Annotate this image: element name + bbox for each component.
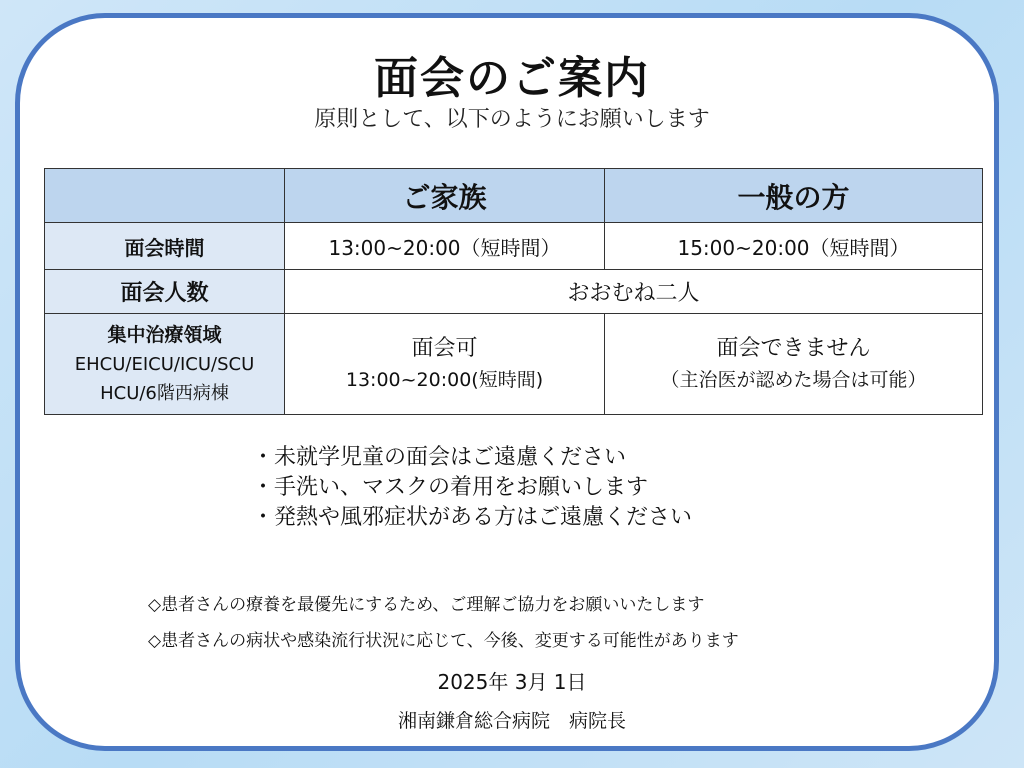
- note-item: ◇患者さんの病状や感染流行状況に応じて、今後、変更する可能性があります: [148, 631, 739, 651]
- signature: 湘南鎌倉総合病院 病院長: [397, 710, 626, 732]
- table-row-visitor-count: [45, 270, 983, 314]
- family-visiting-hours: 13:00~20:00（短時間）: [285, 223, 605, 270]
- family-intensive-care-hours: 13:00~20:00(短時間): [345, 369, 544, 391]
- general-visiting-hours: 15:00~20:00（短時間）: [605, 223, 983, 270]
- header-blank-cell: [45, 169, 285, 223]
- page-subtitle: 原則として、以下のようにお願いします: [314, 107, 710, 132]
- family-intensive-care-status: 面会可: [411, 336, 478, 361]
- row-label-intensive-care: [45, 314, 285, 415]
- visitor-count-value: おおむね二人: [285, 270, 983, 314]
- page-title: 面会のご案内: [374, 53, 650, 104]
- intensive-care-label-line2: EHCU/EICU/ICU/SCU: [74, 353, 255, 375]
- table-row-intensive-care: [45, 314, 983, 415]
- table-header-row: [45, 169, 983, 223]
- general-intensive-care-exception: （主治医が認めた場合は可能）: [660, 369, 927, 391]
- bullet-item: ・未就学児童の面会はご遠慮ください: [252, 445, 627, 470]
- row-label-visitor-count: 面会人数: [45, 270, 285, 314]
- general-intensive-care-status: 面会できません: [716, 336, 871, 361]
- row-label-visiting-hours: 面会時間: [45, 223, 285, 270]
- visiting-rules-table: [44, 168, 983, 415]
- bullet-item: ・手洗い、マスクの着用をお願いします: [252, 475, 649, 500]
- note-item: ◇患者さんの療養を最優先にするため、ご理解ご協力をお願いいたします: [148, 595, 705, 615]
- table-row-visiting-hours: [45, 223, 983, 270]
- header-general: 一般の方: [605, 169, 983, 223]
- issue-date: 2025年 3月 1日: [437, 670, 587, 694]
- general-intensive-care: [605, 314, 983, 415]
- intensive-care-label-line3: HCU/6階西病棟: [100, 382, 229, 404]
- rules-bullet-list: [252, 443, 692, 533]
- family-intensive-care: [285, 314, 605, 415]
- header-family: ご家族: [285, 169, 605, 223]
- intensive-care-label-line1: 集中治療領域: [107, 323, 222, 346]
- bullet-item: ・発熱や風邪症状がある方はご遠慮ください: [252, 505, 693, 530]
